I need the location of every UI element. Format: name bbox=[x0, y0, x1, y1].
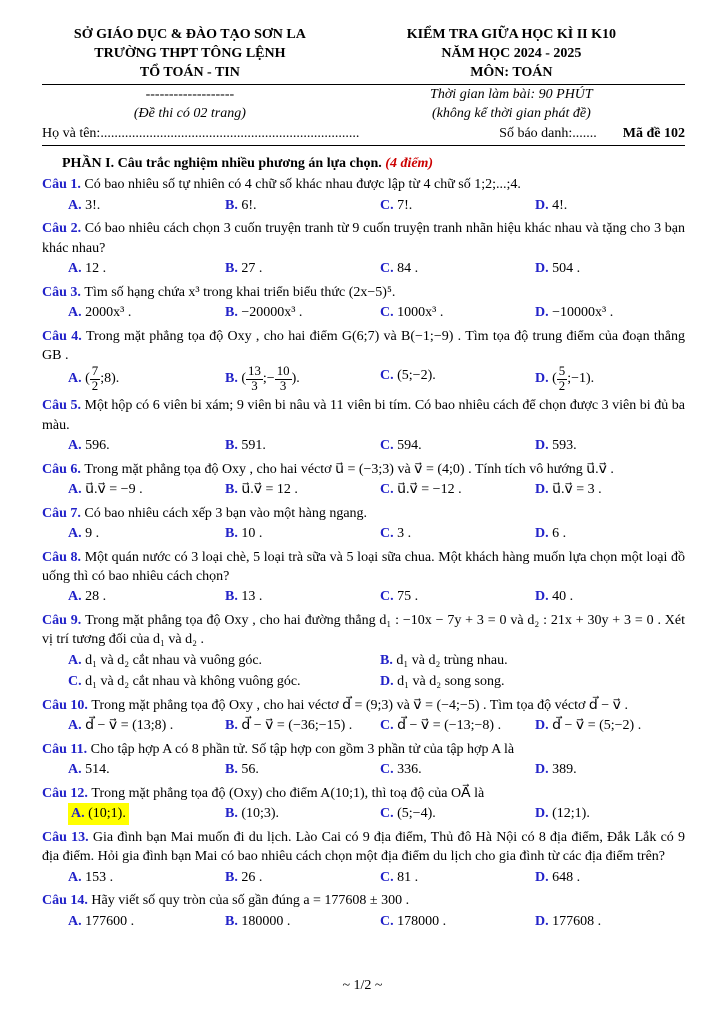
option-c: C. (5;−4). bbox=[380, 806, 436, 822]
option-c: C. 3 . bbox=[380, 526, 412, 542]
question-options bbox=[68, 479, 685, 501]
question-number: Câu 7. bbox=[42, 505, 85, 521]
option-d: D. 177608 . bbox=[535, 913, 602, 929]
question-body: Trong mặt phẳng tọa độ (Oxy) cho điểm A(10;1), thì toạ độ của OA⃗ là bbox=[91, 786, 485, 802]
option-a: A. ( $\frac{7}{2}$ ;8). bbox=[68, 364, 120, 393]
question bbox=[42, 283, 685, 324]
question bbox=[42, 460, 685, 501]
option-d: D. u⃗.v⃗ = 3 . bbox=[535, 482, 602, 498]
option-c: C. d₁ và d₂ cắt nhau và không vuông góc. bbox=[68, 674, 301, 690]
option-d: D. 593. bbox=[535, 438, 577, 454]
option-letter: C. bbox=[380, 482, 394, 498]
option-letter: A. bbox=[68, 762, 82, 778]
option-letter: D. bbox=[535, 526, 549, 542]
option-d: D. 504 . bbox=[535, 261, 581, 277]
option-c: C. u⃗.v⃗ = −12 . bbox=[380, 482, 462, 498]
question bbox=[42, 696, 685, 737]
option-letter: A. bbox=[68, 261, 82, 277]
option-a: A. 2000x³ . bbox=[68, 305, 132, 321]
option-b: B. d⃗ − v⃗ = (−36;−15) . bbox=[225, 718, 353, 734]
question-options bbox=[68, 523, 685, 545]
question-number: Câu 8. bbox=[42, 549, 85, 565]
option-letter: D. bbox=[535, 482, 549, 498]
school-year: NĂM HỌC 2024 - 2025 bbox=[441, 45, 582, 61]
option-b: B. 56. bbox=[225, 762, 259, 778]
option-letter: A. bbox=[68, 869, 82, 885]
candidate-name-line: Họ và tên:.......................................................................... bbox=[42, 126, 360, 142]
option-a: A. d⃗ − v⃗ = (13;8) . bbox=[68, 718, 174, 734]
question-text bbox=[42, 327, 685, 366]
option-b: B. 591. bbox=[225, 438, 266, 454]
question-text bbox=[42, 283, 685, 302]
option-letter: C. bbox=[380, 589, 394, 605]
option-a: A. 177600 . bbox=[68, 913, 135, 929]
option-letter: A. bbox=[68, 589, 82, 605]
option-letter: D. bbox=[535, 762, 549, 778]
option-a: A. d₁ và d₂ cắt nhau và vuông góc. bbox=[68, 652, 263, 668]
option-d: D. 4!. bbox=[535, 197, 568, 213]
question-body: Có bao nhiêu cách xếp 3 bạn vào một hàng ngang. bbox=[84, 505, 368, 521]
question bbox=[42, 891, 685, 932]
option-d: D. d₁ và d₂ song song. bbox=[380, 674, 505, 690]
header-divider bbox=[42, 84, 685, 85]
school-name: TRƯỜNG THPT TÔNG LỆNH bbox=[94, 45, 286, 61]
option-letter: A. bbox=[68, 482, 82, 498]
question bbox=[42, 396, 685, 456]
question-number: Câu 10. bbox=[42, 698, 92, 714]
question-number: Câu 5. bbox=[42, 398, 85, 414]
option-letter: C. bbox=[380, 438, 394, 454]
question-body: Một hộp có 6 viên bi xám; 9 viên bi nâu và 11 viên bi tím. Có bao nhiêu cách để chọn được 3 viên bi đủ ba màu. bbox=[42, 398, 685, 433]
question-options bbox=[68, 258, 685, 280]
question-number: Câu 2. bbox=[42, 221, 85, 237]
question-number: Câu 11. bbox=[42, 742, 91, 758]
option-letter: B. bbox=[225, 305, 238, 321]
question bbox=[42, 219, 685, 279]
option-d: D. 389. bbox=[535, 762, 577, 778]
question-text bbox=[42, 828, 685, 867]
option-c: C. 84 . bbox=[380, 261, 419, 277]
option-b: B. 10 . bbox=[225, 526, 263, 542]
option-c: C. 7!. bbox=[380, 197, 413, 213]
duration-note: Thời gian làm bài: 90 PHÚT bbox=[430, 86, 593, 102]
option-d: D. 648 . bbox=[535, 869, 581, 885]
option-b: B. d₁ và d₂ trùng nhau. bbox=[380, 652, 508, 668]
option-a: A. 514. bbox=[68, 762, 110, 778]
candidate-info-row bbox=[42, 126, 685, 142]
option-c: C. 75 . bbox=[380, 589, 419, 605]
option-letter: C. bbox=[380, 261, 394, 277]
question bbox=[42, 828, 685, 888]
question-body: Hãy viết số quy tròn của số gần đúng a = 177608 ± 300 . bbox=[91, 893, 410, 909]
question-body: Trong mặt phẳng tọa độ Oxy , cho hai đường thẳng d₁ : −10x − 7y + 3 = 0 và d₂ : 21x + 30y + 3 = 0 . Xét vị trí tương đối của d₁ và d₂ . bbox=[42, 613, 685, 648]
option-letter: C. bbox=[68, 674, 82, 690]
question-number: Câu 6. bbox=[42, 461, 85, 477]
question bbox=[42, 611, 685, 693]
option-letter: D. bbox=[380, 674, 394, 690]
question-body: Một quán nước có 3 loại chè, 5 loại trà sữa và 5 loại sữa chua. Một khách hàng muốn lựa chọn một loại đồ uống thì có bao nhiêu cách chọn? bbox=[42, 549, 685, 585]
option-letter: C. bbox=[380, 197, 394, 213]
option-d: D. d⃗ − v⃗ = (5;−2) . bbox=[535, 718, 642, 734]
option-letter: A. bbox=[68, 718, 82, 734]
page-number: ~ 1/2 ~ bbox=[342, 978, 383, 993]
option-letter: A. bbox=[68, 305, 82, 321]
option-letter: A. bbox=[68, 652, 82, 668]
option-b: B. 26 . bbox=[225, 869, 263, 885]
option-letter: B. bbox=[225, 589, 238, 605]
option-letter: C. bbox=[380, 368, 394, 384]
option-a: A. 9 . bbox=[68, 526, 100, 542]
question-number: Câu 12. bbox=[42, 786, 92, 802]
option-b: B. −20000x³ . bbox=[225, 305, 303, 321]
option-a: A. 28 . bbox=[68, 589, 107, 605]
option-letter: B. bbox=[225, 371, 238, 387]
option-letter: C. bbox=[380, 869, 394, 885]
question-options bbox=[68, 365, 685, 393]
option-letter: B. bbox=[225, 438, 238, 454]
option-letter: B. bbox=[225, 526, 238, 542]
option-b: B. u⃗.v⃗ = 12 . bbox=[225, 482, 298, 498]
option-letter: D. bbox=[535, 718, 549, 734]
question-body: Có bao nhiêu cách chọn 3 cuốn truyện tranh từ 9 cuốn truyện tranh nhãn hiệu khác nhau và tặng cho 3 bạn khác nhau? bbox=[42, 221, 685, 256]
exam-header bbox=[42, 26, 685, 146]
section-title bbox=[62, 156, 685, 172]
option-c: C. 1000x³ . bbox=[380, 305, 444, 321]
question-body: Trong mặt phẳng tọa độ Oxy , cho hai véctơ d⃗ = (9;3) và v⃗ = (−4;−5) . Tìm tọa độ véctơ d⃗ − v⃗ . bbox=[91, 698, 628, 714]
option-letter: D. bbox=[535, 305, 549, 321]
department-name: SỞ GIÁO DỤC & ĐÀO TẠO SƠN LA bbox=[73, 27, 306, 42]
questions-list bbox=[42, 175, 685, 932]
option-letter: A. bbox=[68, 913, 82, 929]
question-text bbox=[42, 504, 685, 523]
option-letter: D. bbox=[535, 589, 549, 605]
option-letter: A. bbox=[68, 526, 82, 542]
question-text bbox=[42, 460, 685, 479]
option-b: B. 6!. bbox=[225, 197, 257, 213]
question-options bbox=[68, 759, 685, 781]
option-letter: B. bbox=[225, 718, 238, 734]
dashes-separator: ------------------- bbox=[145, 86, 235, 102]
option-letter: A. bbox=[71, 806, 85, 822]
option-letter: C. bbox=[380, 526, 394, 542]
section-points: (4 điểm) bbox=[385, 156, 434, 172]
question bbox=[42, 327, 685, 394]
question-text bbox=[42, 396, 685, 435]
question-body: Có bao nhiêu số tự nhiên có 4 chữ số khác nhau được lập từ 4 chữ số 1;2;...;4. bbox=[84, 177, 521, 193]
option-c: C. 336. bbox=[380, 762, 422, 778]
exam-code: Mã đề 102 bbox=[622, 126, 685, 142]
question-number: Câu 9. bbox=[42, 613, 86, 629]
question-text bbox=[42, 784, 685, 803]
question-options bbox=[68, 435, 685, 457]
question-body: Gia đình bạn Mai muốn đi du lịch. Lào Cai có 9 địa điểm, Thủ đô Hà Nội có 8 địa điểm, Đắk Lắk có 9 địa điểm. Hỏi gia đình bạn Mai có bao nhiêu cách chọn một địa điểm du lịch cho gia đình từ các địa điểm trên? bbox=[42, 830, 685, 865]
option-letter: B. bbox=[225, 762, 238, 778]
option-a: A. 596. bbox=[68, 438, 110, 454]
option-letter: D. bbox=[535, 438, 549, 454]
option-letter: B. bbox=[225, 261, 238, 277]
header-left-column bbox=[42, 26, 338, 83]
option-d: D. 40 . bbox=[535, 589, 574, 605]
section-title-text: PHẦN I. Câu trắc nghiệm nhiều phương án lựa chọn. bbox=[62, 156, 382, 172]
option-b: B. 27 . bbox=[225, 261, 263, 277]
question-options bbox=[68, 195, 685, 217]
question-text bbox=[42, 740, 685, 759]
header-right-column bbox=[338, 26, 685, 83]
option-letter: D. bbox=[535, 806, 549, 822]
question bbox=[42, 175, 685, 216]
question-text bbox=[42, 548, 685, 587]
question-options bbox=[68, 586, 685, 608]
option-letter: B. bbox=[225, 197, 238, 213]
option-letter: B. bbox=[225, 869, 238, 885]
no-extra-time-note: (không kể thời gian phát đề) bbox=[432, 105, 591, 121]
question-options bbox=[68, 867, 685, 889]
question-number: Câu 13. bbox=[42, 830, 93, 846]
question bbox=[42, 784, 685, 825]
option-letter: B. bbox=[225, 913, 238, 929]
option-letter: B. bbox=[380, 652, 393, 668]
option-letter: D. bbox=[535, 371, 549, 387]
subject-name: MÔN: TOÁN bbox=[470, 64, 553, 80]
question-number: Câu 1. bbox=[42, 177, 85, 193]
option-b: B. 180000 . bbox=[225, 913, 291, 929]
option-c: C. 594. bbox=[380, 438, 422, 454]
question-text bbox=[42, 891, 685, 910]
question bbox=[42, 504, 685, 545]
question-body: Cho tập hợp A có 8 phần tử. Số tập hợp con gồm 3 phần tử của tập hợp A là bbox=[90, 742, 515, 758]
option-letter: C. bbox=[380, 913, 394, 929]
option-c: C. 81 . bbox=[380, 869, 419, 885]
option-letter: C. bbox=[380, 762, 394, 778]
option-a: A. 3!. bbox=[68, 197, 101, 213]
option-letter: D. bbox=[535, 261, 549, 277]
option-c: C. (5;−2). bbox=[380, 368, 436, 384]
option-letter: A. bbox=[68, 371, 82, 387]
question-number: Câu 4. bbox=[42, 328, 86, 344]
option-a: A. (10;1). bbox=[68, 803, 129, 825]
question-body: Tìm số hạng chứa x³ trong khai triển biểu thức (2x−5)⁵. bbox=[84, 284, 396, 300]
option-letter: B. bbox=[225, 806, 238, 822]
question bbox=[42, 740, 685, 781]
candidate-number-line: Số báo danh:....... bbox=[499, 126, 597, 142]
option-letter: D. bbox=[535, 913, 549, 929]
option-c: C. 178000 . bbox=[380, 913, 447, 929]
option-letter: A. bbox=[68, 197, 82, 213]
exam-title: KIỂM TRA GIỮA HỌC KÌ II K10 bbox=[406, 27, 616, 42]
option-letter: A. bbox=[68, 438, 82, 454]
option-c: C. d⃗ − v⃗ = (−13;−8) . bbox=[380, 718, 502, 734]
question-text bbox=[42, 219, 685, 258]
question-options bbox=[68, 650, 685, 693]
option-letter: C. bbox=[380, 305, 394, 321]
page-count-note: (Đề thi có 02 trang) bbox=[133, 105, 246, 121]
option-a: A. 12 . bbox=[68, 261, 107, 277]
option-letter: D. bbox=[535, 869, 549, 885]
option-b: B. (10;3). bbox=[225, 806, 280, 822]
option-d: D. 6 . bbox=[535, 526, 567, 542]
option-b: B. 13 . bbox=[225, 589, 263, 605]
option-letter: B. bbox=[225, 482, 238, 498]
question-options bbox=[68, 803, 685, 825]
question-text bbox=[42, 696, 685, 715]
option-letter: C. bbox=[380, 718, 394, 734]
question-options bbox=[68, 911, 685, 933]
option-d: D. ( $\frac{5}{2}$ ;−1). bbox=[535, 364, 595, 393]
subject-group: TỔ TOÁN - TIN bbox=[139, 64, 240, 80]
option-a: A. u⃗.v⃗ = −9 . bbox=[68, 482, 143, 498]
option-letter: D. bbox=[535, 197, 549, 213]
option-d: D. (12;1). bbox=[535, 806, 590, 822]
question-text bbox=[42, 611, 685, 650]
question-number: Câu 3. bbox=[42, 284, 85, 300]
option-letter: C. bbox=[380, 806, 394, 822]
option-a: A. 153 . bbox=[68, 869, 114, 885]
question-text bbox=[42, 175, 685, 194]
question-body: Trong mặt phẳng tọa độ Oxy , cho hai điểm G(6;7) và B(−1;−9) . Tìm tọa độ trung điểm của đoạn thẳng GB . bbox=[42, 328, 685, 364]
option-d: D. −10000x³ . bbox=[535, 305, 614, 321]
question bbox=[42, 548, 685, 608]
question-body: Trong mặt phẳng tọa độ Oxy , cho hai véctơ u⃗ = (−3;3) và v⃗ = (4;0) . Tính tích vô hướng u⃗.v⃗ . bbox=[84, 461, 614, 477]
option-b: B. ( $\frac{13}{3}$ ;− $\frac{10}{3}$ ). bbox=[225, 364, 300, 393]
question-options bbox=[68, 302, 685, 324]
question-options bbox=[68, 715, 685, 737]
question-number: Câu 14. bbox=[42, 893, 92, 909]
